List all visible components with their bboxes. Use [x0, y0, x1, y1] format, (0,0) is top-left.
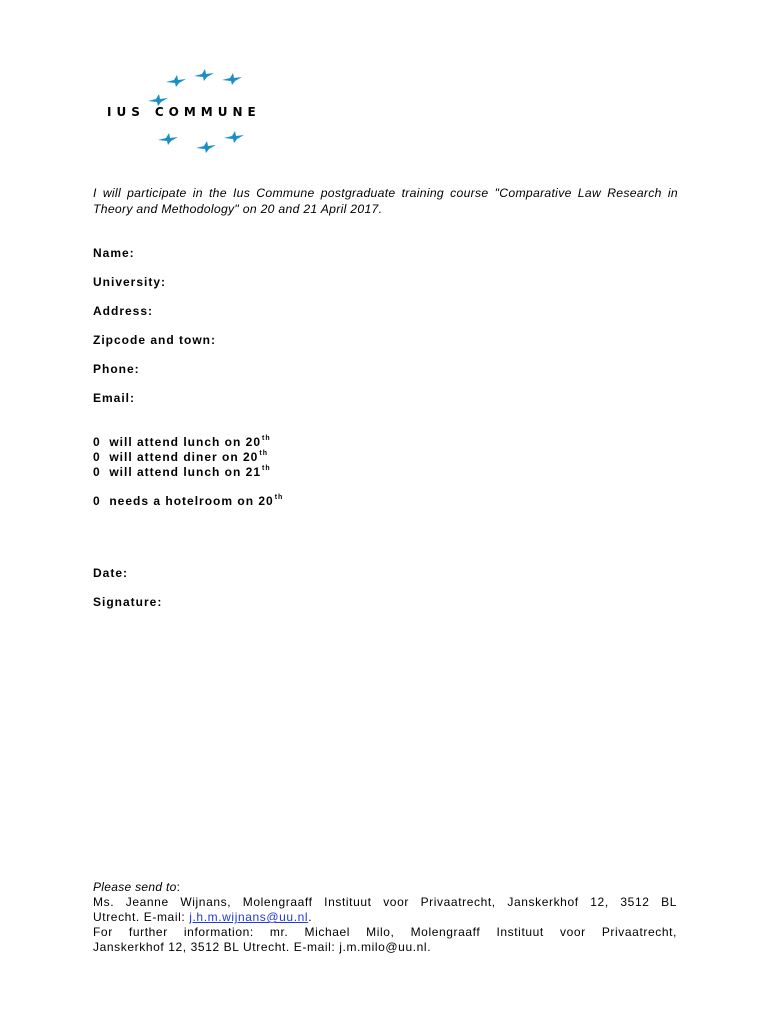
send-to-colon: : — [176, 880, 181, 894]
option-hotel-20-text: 0 needs a hotelroom on 20 — [93, 494, 274, 508]
footer-contact — [93, 880, 677, 955]
option-lunch-20-sup: th — [262, 435, 271, 442]
option-diner-20[interactable] — [93, 450, 268, 464]
option-lunch-21[interactable] — [93, 465, 271, 479]
footer-line-3: For further information: mr. Michael Milo, Molengraaff Instituut voor Privaatrecht, — [93, 925, 677, 939]
university-label: University: — [93, 275, 167, 289]
date-label: Date: — [93, 566, 129, 580]
option-lunch-20[interactable] — [93, 435, 271, 449]
option-hotel-20[interactable] — [93, 494, 283, 508]
option-diner-20-sup: th — [259, 450, 268, 457]
zipcode-town-label: Zipcode and town: — [93, 333, 216, 347]
signature-label: Signature: — [93, 595, 163, 609]
bird-icon — [195, 140, 217, 154]
logo-wordmark — [107, 105, 261, 119]
footer-line-2-prefix: Utrecht. E-mail: — [93, 910, 190, 924]
email-label: Email: — [93, 391, 136, 405]
logo-word-ius: IUS — [107, 105, 145, 119]
bird-icon — [223, 130, 245, 144]
bird-icon — [165, 74, 187, 88]
ius-commune-logo — [95, 60, 295, 160]
footer-line-2-suffix: . — [308, 910, 313, 924]
option-lunch-21-text: 0 will attend lunch on 21 — [93, 465, 262, 479]
option-lunch-20-text: 0 will attend lunch on 20 — [93, 435, 262, 449]
address-label: Address: — [93, 304, 154, 318]
send-to-label: Please send to — [93, 880, 177, 894]
option-hotel-20-sup: th — [274, 494, 284, 501]
intro-paragraph: I will participate in the Ius Commune postgraduate training course "Comparative Law Research in Theory and Methodology" on 20 and 21 April 2017. — [93, 186, 678, 216]
email-link[interactable]: j.h.m.wijnans@uu.nl — [189, 910, 309, 924]
phone-label: Phone: — [93, 362, 140, 376]
footer-line-2 — [93, 910, 677, 925]
bird-icon — [221, 72, 243, 86]
footer-line-4: Janskerkhof 12, 3512 BL Utrecht. E-mail: j.m.milo@uu.nl. — [93, 940, 432, 954]
name-label: Name: — [93, 246, 135, 260]
footer-line-1: Ms. Jeanne Wijnans, Molengraaff Instituut voor Privaatrecht, Janskerkhof 12, 3512 BL — [93, 895, 677, 909]
bird-icon — [193, 68, 215, 82]
logo-word-commune: COMMUNE — [154, 105, 261, 119]
bird-icon — [157, 132, 179, 146]
option-diner-20-text: 0 will attend diner on 20 — [93, 450, 259, 464]
option-lunch-21-sup: th — [262, 465, 271, 472]
